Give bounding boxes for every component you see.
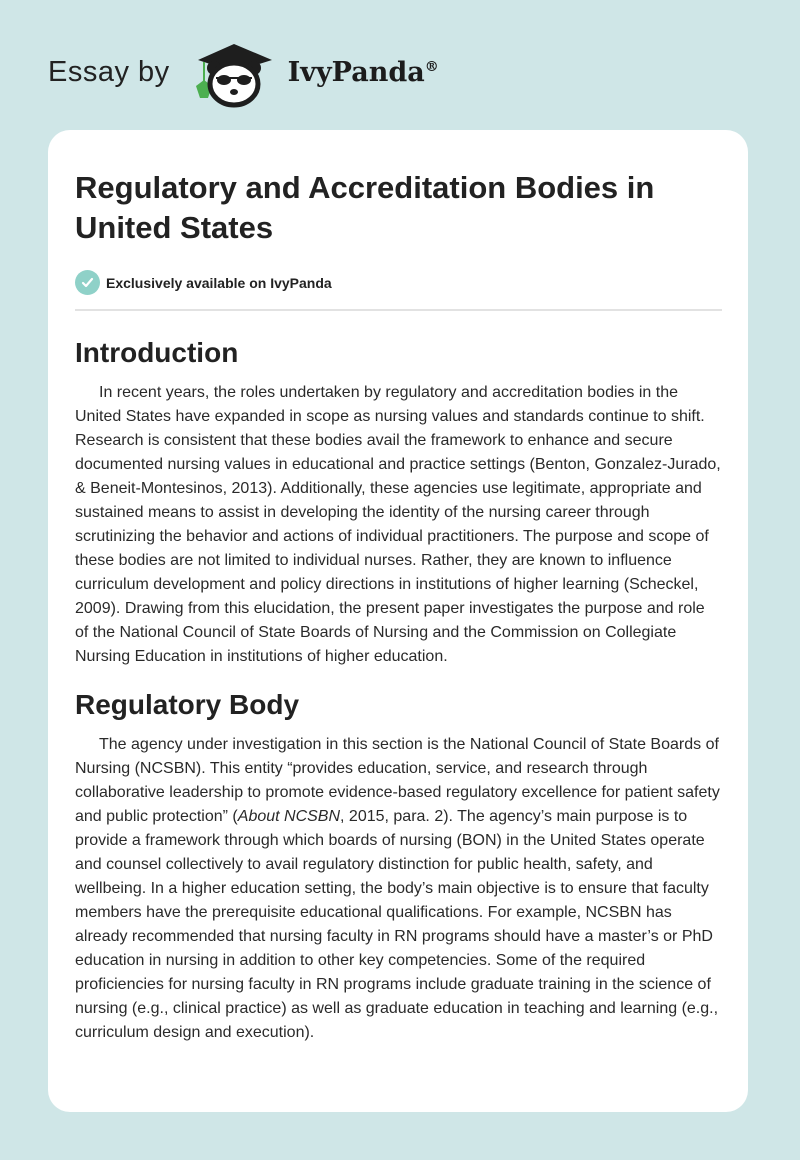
brand-name [288,57,439,88]
introduction-paragraph: In recent years, the roles undertaken by regulatory and accreditation bodies in the United States have expanded in scope as nursing values and standards continue to shift. Research is consistent that these bodies avail the framework to enhance and secure documented nursing values in educational and practice settings (Benton, Gonzalez-Jurado, & Beneit-Montesinos, 2013). Additionally, these agencies use legitimate, appropriate and sustained means to assist in developing the identity of the nursing career through scrutinizing the behavior and actions of individual practitioners. The purpose and scope of these bodies are not limited to individual nurses. Rather, they are known to influence curriculum development and policy directions in institutions of higher learning (Scheckel, 2009). Drawing from this elucidation, the present paper investigates the purpose and role of the National Council of State Boards of Nursing and the Commission on Collegiate Nursing Education in institutions of higher education. [75,384,721,665]
section-heading-regulatory-body: Regulatory Body [75,689,300,720]
citation-title: About NCSBN [237,808,341,825]
paragraph-text: The agency under investigation in this section is the National Council of State Boards of Nursing (NCSBN). This entity “provides education, service, and research through collaborative leadership to promote evidence-based regulatory excellence for patient safety and public protection” ( [75,736,720,825]
essay-title: Regulatory and Accreditation Bodies in United States [75,170,655,245]
regulatory-body-paragraph [75,733,722,1045]
registered-mark: ® [424,58,439,75]
paragraph-text: , 2015, para. 2). The agency’s main purpose is to provide a framework through which boards of nursing (BON) in the United States operate and counsel collectively to avail regulatory distinction for public health, safety, and wellbeing. In a higher education setting, the body’s main objective is to ensure that faculty members have the prerequisite educational qualifications. For example, NCSBN has already recommended that nursing faculty in RN programs should have a master’s or PhD education in nursing in addition to other key competencies. Some of the required proficiencies for nursing faculty in RN programs include graduate training in the science of nursing (e.g., clinical practice) as well as graduate education in teaching and learning (e.g., curriculum design and execution). [75,808,719,1041]
panda-mascot-icon [188,36,280,108]
badge-label: Exclusively available on IvyPanda [106,274,332,291]
divider [75,309,722,311]
essay-by-label: Essay by [48,55,170,88]
ivypanda-logo[interactable] [48,36,439,108]
exclusive-badge [75,270,722,295]
section-heading-introduction: Introduction [75,337,239,368]
essay-card [48,130,748,1112]
check-icon [75,270,100,295]
brand-text: IvyPanda [287,56,425,88]
